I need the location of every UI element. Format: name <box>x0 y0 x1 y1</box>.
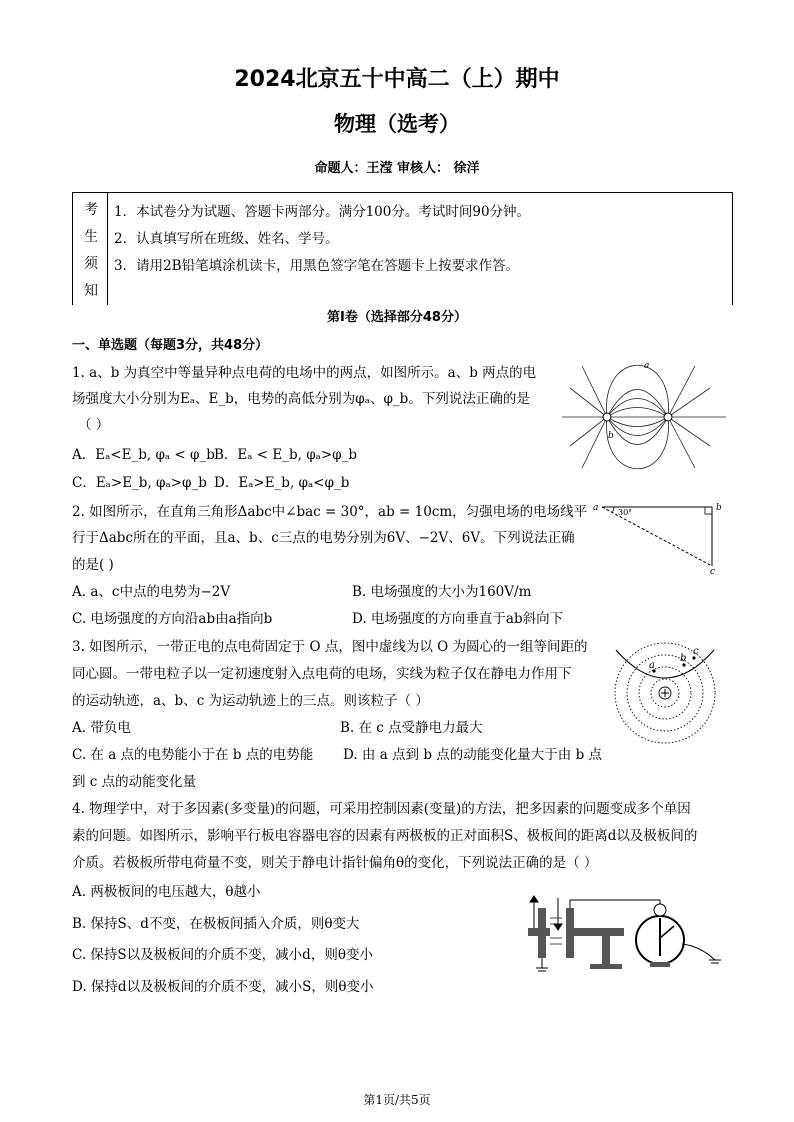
q3-option-a: A. 带负电 <box>72 720 131 736</box>
notice-right-border <box>732 193 733 305</box>
q3-option-d: D. 由 a 点到 b 点的动能变化量大于由 b 点 <box>343 747 603 763</box>
fig2-label-a: a <box>593 503 599 513</box>
notice-label-char: 知 <box>84 283 98 299</box>
notice-label-char: 生 <box>84 229 98 245</box>
q4-line-1: 4. 物理学中，对于多因素(多变量)的问题，可采用控制因素(变量)的方法，把多因素的问题变成多个单因 <box>72 801 691 817</box>
q3-line-1: 3. 如图所示，一带正电的点电荷固定于 O 点，图中虚线为以 O 为圆心的一组等间距的 <box>72 639 588 655</box>
notice-item: 2．认真填写所在班级、姓名、学号。 <box>114 231 339 247</box>
part-title: 第Ⅰ卷（选择部分48分） <box>327 310 467 325</box>
fig1-label-b: b <box>608 431 614 441</box>
notice-label-column <box>72 193 108 305</box>
subject-title: 物理（选考） <box>334 112 460 136</box>
notice-item: 3．请用2B铅笔填涂机读卡，用黑色签字笔在答题卡上按要求作答。 <box>114 258 520 274</box>
notice-box <box>72 192 733 305</box>
q1-option-b: B．Eₐ < E_b, φₐ>φ_b <box>214 447 358 463</box>
q2-line-1: 2. 如图所示，在直角三角形Δabc中∠bac = 30°，ab = 10cm，匀强电场的电场线平 <box>72 504 588 520</box>
concentric-circles-figure <box>606 634 724 752</box>
fig1-label-a: a <box>644 361 650 371</box>
q3-option-c: C. 在 a 点的电势能小于在 b 点的电势能 <box>72 747 314 763</box>
q4-option-a: A. 两极板间的电压越大，θ越小 <box>72 884 261 900</box>
fig3-label-a: a <box>649 660 655 671</box>
q2-line-2: 行于Δabc所在的平面，且a、b、c三点的电势分别为6V、−2V、6V。下列说法正确 <box>72 530 575 546</box>
fig2-label-angle: 30° <box>618 508 633 517</box>
q2-line-3: 的是( ) <box>72 557 114 573</box>
q4-option-b: B. 保持S、d不变，在极板间插入介质，则θ变大 <box>72 916 360 932</box>
q4-line-2: 素的问题。如图所示，影响平行板电容器电容的因素有两极板的正对面积S、极板间的距离d以及极板间的 <box>72 828 698 844</box>
q1-line-1: 1. a、b 为真空中等量异种点电荷的电场中的两点，如图所示。a、b 两点的电 <box>72 365 537 381</box>
q4-option-d: D. 保持d以及极板间的介质不变，减小S，则θ变小 <box>72 979 374 995</box>
page-title: 2024北京五十中高二（上）期中 <box>234 67 560 92</box>
q2-option-c: C. 电场强度的方向沿ab由a指向b <box>72 611 273 627</box>
q2-option-a: A. a、c中点的电势为−2V <box>72 584 231 600</box>
q2-option-d: D. 电场强度的方向垂直于ab斜向下 <box>352 611 564 627</box>
q4-line-3: 介质。若极板所带电荷量不变，则关于静电计指针偏角θ的变化，下列说法正确的是（ ） <box>72 855 598 871</box>
fig3-label-b: b <box>680 653 687 664</box>
q2-option-b: B. 电场强度的大小为160V/m <box>352 584 532 600</box>
q1-line-3: （ ） <box>78 417 110 433</box>
notice-item: 1．本试卷分为试题、答题卡两部分。满分100分。考试时间90分钟。 <box>114 204 531 220</box>
q3-line-3: 的运动轨迹，a、b、c 为运动轨迹上的三点。则该粒子（ ） <box>72 693 429 709</box>
capacitor-electroscope-figure <box>510 888 730 973</box>
triangle-figure <box>590 498 730 578</box>
q3-option-b: B. 在 c 点受静电力最大 <box>340 720 483 736</box>
q3-option-d-cont: 到 c 点的动能变化量 <box>72 774 197 790</box>
fig2-label-c: c <box>710 567 716 577</box>
fig2-label-b: b <box>716 503 722 513</box>
notice-label-char: 须 <box>84 256 98 272</box>
section-title: 一、单选题（每题3分，共48分） <box>72 338 269 353</box>
q1-option-a: A．Eₐ<E_b, φₐ < φ_b <box>72 447 215 463</box>
q4-option-c: C. 保持S以及极板间的介质不变，减小d，则θ变小 <box>72 947 373 963</box>
q1-option-d: D．Eₐ>E_b, φₐ<φ_b <box>214 475 350 491</box>
dipole-field-figure <box>560 358 730 476</box>
q1-option-c: C．Eₐ>E_b, φₐ>φ_b <box>72 475 207 491</box>
authors-line: 命题人：王滢 审核人： 徐洋 <box>314 161 480 176</box>
q3-line-2: 同心圆。一带电粒子以一定初速度射入点电荷的电场，实线为粒子仅在静电力作用下 <box>72 666 572 682</box>
fig3-label-c: c <box>693 646 699 657</box>
notice-label-char: 考 <box>84 202 98 218</box>
page-footer: 第1页/共5页 <box>363 1093 431 1107</box>
q1-line-2: 场强度大小分别为Eₐ、E_b，电势的高低分别为φₐ、φ_b。下列说法正确的是 <box>72 391 530 407</box>
